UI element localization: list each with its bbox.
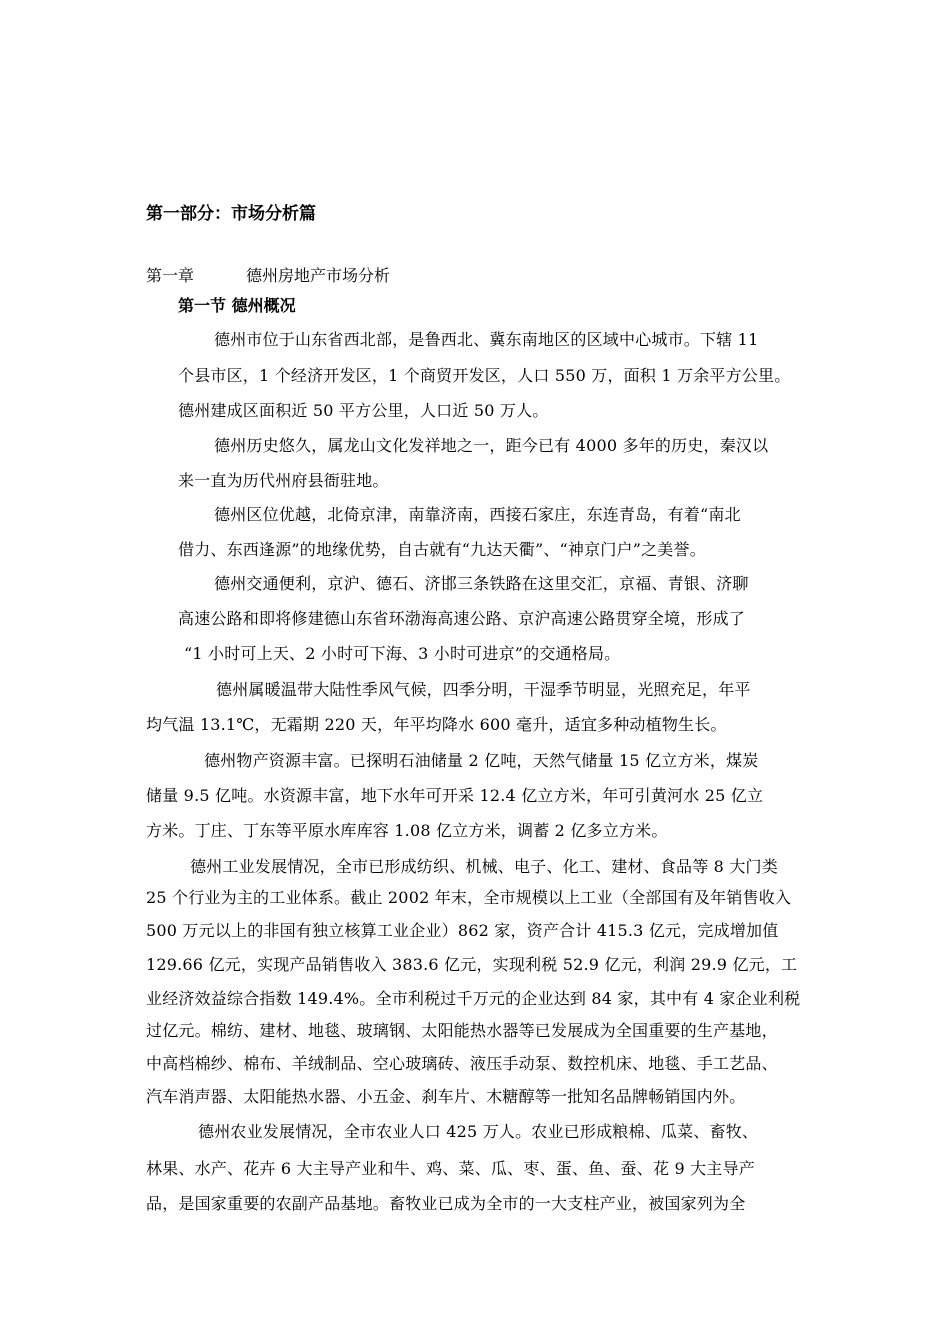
paragraph-line: 德州区位优越，北倚京津，南靠济南，西接石家庄，东连青岛，有着“南北: [214, 505, 741, 524]
paragraph-line: 品，是国家重要的农副产品基地。畜牧业已成为全市的一大支柱产业，被国家列为全: [146, 1194, 746, 1213]
paragraph-line: 德州工业发展情况，全市已形成纺织、机械、电子、化工、建材、食品等 8 大门类: [190, 857, 778, 876]
paragraph-line: 500 万元以上的非国有独立核算工业企业）862 家，资产合计 415.3 亿元，完成增加值: [146, 921, 779, 940]
paragraph-line: 129.66 亿元，实现产品销售收入 383.6 亿元，实现利税 52.9 亿元，利润 29.9 亿元，工: [146, 955, 798, 974]
paragraph-line: 德州农业发展情况，全市农业人口 425 万人。农业已形成粮棉、瓜菜、畜牧、: [198, 1122, 759, 1141]
paragraph-line: 高速公路和即将修建德山东省环渤海高速公路、京沪高速公路贯穿全境，形成了: [178, 609, 746, 628]
paragraph-line: 德州物产资源丰富。已探明石油储量 2 亿吨，天然气储量 15 亿立方米，煤炭: [204, 751, 759, 770]
paragraph-line: 德州属暖温带大陆性季风气候，四季分明，干湿季节明显，光照充足，年平: [216, 680, 751, 699]
chapter-number: 第一章: [146, 266, 195, 285]
paragraph-line: 借力、东西逢源”的地缘优势，自古就有“九达天衢”、“神京门户”之美誉。: [178, 540, 706, 559]
paragraph-line: 林果、水产、花卉 6 大主导产业和牛、鸡、菜、瓜、枣、蛋、鱼、蚕、花 9 大主导产: [146, 1159, 755, 1178]
paragraph-line: 德州历史悠久，属龙山文化发祥地之一，距今已有 4000 多年的历史，秦汉以: [214, 436, 769, 455]
paragraph-line: 个县市区，1 个经济开发区，1 个商贸开发区，人口 550 万，面积 1 万余平方公里。: [178, 366, 791, 385]
paragraph-line: 德州市位于山东省西北部，是鲁西北、冀东南地区的区域中心城市。下辖 11: [214, 330, 759, 349]
paragraph-line: “1 小时可上天、2 小时可下海、3 小时可进京”的交通格局。: [184, 644, 621, 663]
paragraph-line: 中高档棉纱、棉布、羊绒制品、空心玻璃砖、液压手动泵、数控机床、地毯、手工艺品、: [146, 1054, 778, 1073]
paragraph-line: 来一直为历代州府县衙驻地。: [178, 471, 389, 490]
paragraph-line: 均气温 13.1℃，无霜期 220 天，年平均降水 600 毫升，适宜多种动植物生长。: [146, 715, 727, 734]
chapter-title: 德州房地产市场分析: [246, 266, 391, 285]
section-title: 第一节 德州概况: [178, 296, 296, 315]
part-title: 第一部分：市场分析篇: [146, 204, 316, 224]
paragraph-line: 储量 9.5 亿吨。水资源丰富，地下水年可开采 12.4 亿立方米，年可引黄河水 25 亿立: [146, 786, 764, 805]
paragraph-line: 业经济效益综合指数 149.4%。全市利税过千万元的企业达到 84 家，其中有 4 家企业利税: [146, 989, 801, 1008]
paragraph-line: 德州建成区面积近 50 平方公里，人口近 50 万人。: [178, 401, 549, 420]
paragraph-line: 德州交通便利，京沪、德石、济邯三条铁路在这里交汇，京福、青银、济聊: [214, 574, 749, 593]
paragraph-line: 方米。丁庄、丁东等平原水库库容 1.08 亿立方米，调蓄 2 亿多立方米。: [146, 821, 668, 840]
paragraph-line: 25 个行业为主的工业体系。截止 2002 年末，全市规模以上工业（全部国有及年销售收入: [146, 888, 792, 907]
paragraph-line: 汽车消声器、太阳能热水器、小五金、刹车片、木糖醇等一批知名品牌畅销国内外。: [146, 1087, 746, 1106]
paragraph-line: 过亿元。棉纺、建材、地毯、玻璃钢、太阳能热水器等已发展成为全国重要的生产基地，: [146, 1021, 778, 1040]
